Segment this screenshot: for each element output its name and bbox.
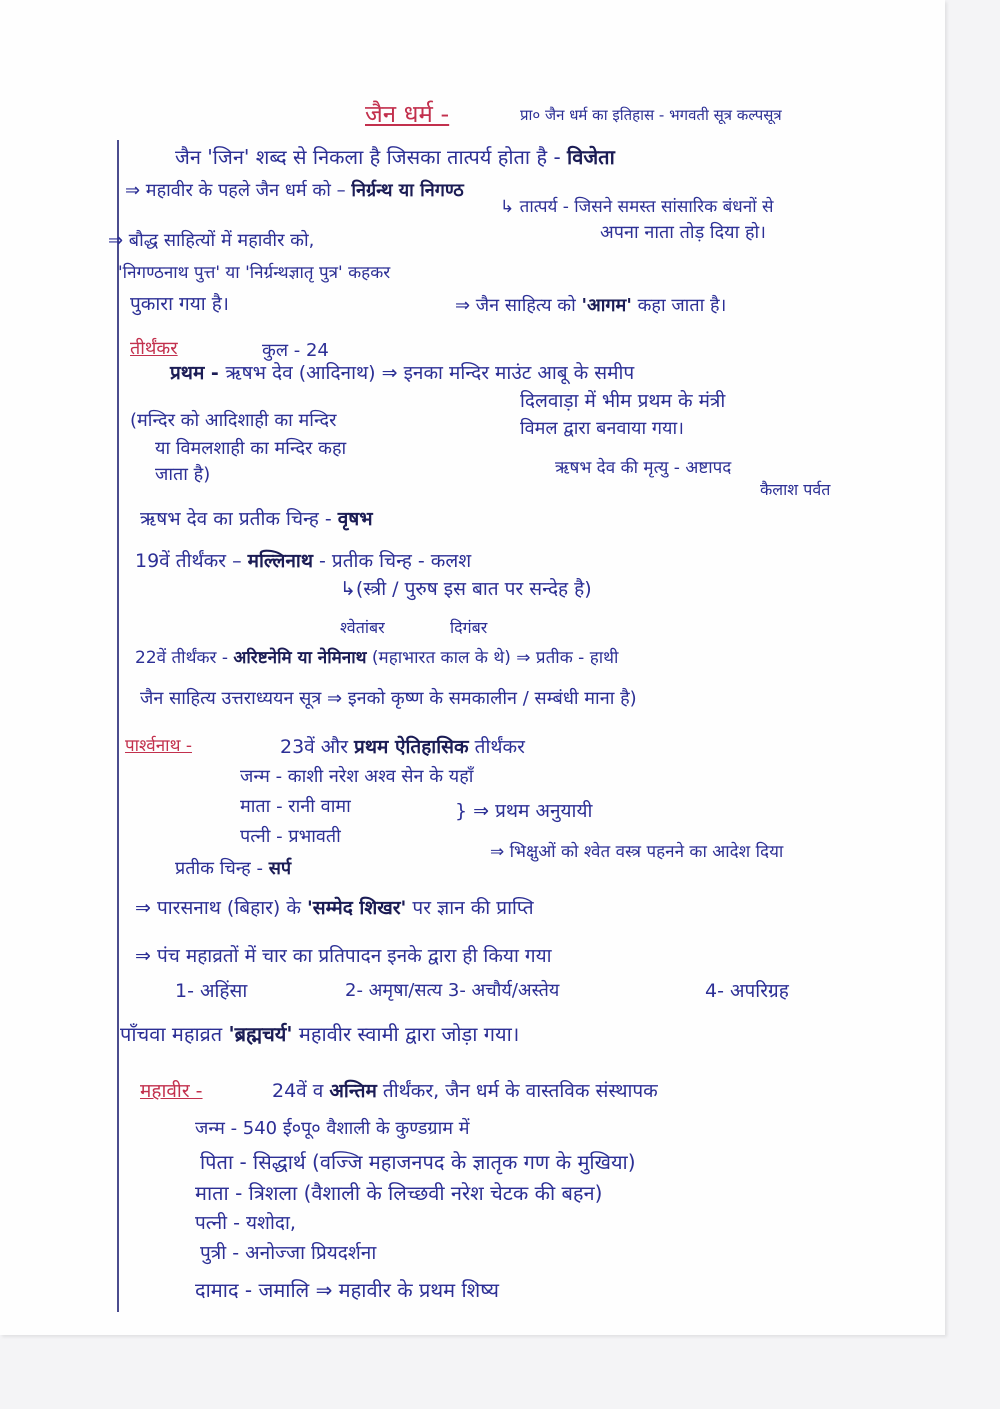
emphasis-text: सर्प (268, 858, 292, 879)
note-text: पर ज्ञान की प्राप्ति (406, 897, 534, 919)
note-line (120, 1022, 519, 1046)
note-text: 1- अहिंसा (175, 980, 248, 1002)
note-text: दिलवाड़ा में भीम प्रथम के मंत्री (520, 390, 726, 412)
note-text: पुत्री - अनोज्जा प्रियदर्शना (200, 1242, 377, 1264)
emphasis-text: निर्ग्रन्थ या निगण्ठ (351, 180, 464, 201)
note-line (555, 458, 731, 478)
note-line (155, 464, 210, 486)
note-line (340, 578, 592, 601)
note-line (135, 945, 552, 968)
note-text: ↳(स्त्री / पुरुष इस बात पर सन्देह है) (340, 578, 592, 600)
reference-note: प्रा० जैन धर्म का इतिहास - भगवती सूत्र कल्पसूत्र (520, 106, 782, 124)
section-heading: पार्श्वनाथ - (125, 736, 192, 756)
page-title (365, 100, 449, 129)
emphasis-text: अरिष्टनेमि या नेमिनाथ (233, 648, 367, 668)
note-text: ऋषभ देव का प्रतीक चिन्ह - (140, 508, 338, 530)
emphasis-text: 'सम्मेद शिखर' (306, 897, 407, 919)
note-text: ⇒ महावीर के पहले जैन धर्म को – (125, 180, 352, 201)
section-heading: महावीर - (140, 1080, 203, 1102)
note-line (345, 980, 559, 1002)
note-text: पाँचवा महाव्रत (120, 1022, 229, 1046)
note-line (108, 230, 314, 252)
note-text: महावीर स्वामी द्वारा जोड़ा गया। (292, 1022, 520, 1046)
note-line (200, 1242, 376, 1265)
note-line (520, 390, 725, 413)
note-text: दिगंबर (450, 618, 488, 637)
note-text: जाता है) (155, 464, 211, 485)
note-line (520, 418, 684, 440)
note-line (240, 796, 351, 818)
emphasis-text: 'ब्रह्मचर्य' (228, 1022, 293, 1046)
note-line (195, 1118, 469, 1140)
note-text: प्रतीक चिन्ह - (175, 858, 269, 879)
emphasis-text: प्रथम ऐतिहासिक (354, 736, 469, 758)
note-line (170, 362, 634, 385)
note-text: 23वें और (280, 736, 355, 758)
note-line (450, 618, 487, 637)
note-text: ⇒ पंच महाव्रतों में चार का प्रतिपादन इनके द्वारा ही किया गया (135, 945, 552, 967)
note-text: या विमलशाही का मन्दिर कहा (155, 438, 347, 459)
note-text: जैन साहित्य उत्तराध्ययन सूत्र ⇒ इनको कृष्ण के समकालीन / सम्बंधी माना है) (140, 688, 637, 709)
note-line (130, 410, 336, 432)
note-line (240, 766, 473, 788)
note-text: विमल द्वारा बनवाया गया। (520, 418, 684, 439)
note-line (175, 145, 615, 169)
note-text: कैलाश पर्वत (760, 480, 831, 499)
note-line (280, 736, 525, 759)
note-text: तीर्थंकर (468, 736, 525, 758)
note-line (240, 826, 341, 848)
note-line (272, 1080, 658, 1103)
note-text: ⇒ जैन साहित्य को (455, 295, 582, 316)
emphasis-text: वृषभ (337, 508, 373, 530)
note-text: तीर्थंकर, जैन धर्म के वास्तविक संस्थापक (376, 1080, 658, 1102)
note-text: जन्म - 540 ई०पू० वैशाली के कुण्डग्राम में (195, 1118, 470, 1139)
note-text: ↳ तात्पर्य - जिसने समस्त सांसारिक बंधनों से (500, 197, 774, 217)
note-text: 'निगण्ठनाथ पुत्त' या 'निर्ग्रन्थज्ञातृ पुत्र' कहकर (118, 263, 391, 283)
note-text: 4- अपरिग्रह (705, 980, 789, 1002)
note-line (195, 1212, 296, 1235)
note-text: (महाभारत काल के थे) ⇒ प्रतीक - हाथी (366, 648, 619, 668)
emphasis-text: प्रथम - (170, 362, 226, 384)
note-text: ⇒ बौद्ध साहित्यों में महावीर को, (108, 230, 315, 251)
note-text: ऋषभ देव की मृत्यु - अष्टापद (555, 458, 732, 478)
note-text: - प्रतीक चिन्ह - कलश (312, 550, 472, 572)
page-heading: जैन धर्म - (365, 100, 450, 128)
note-text: माता - त्रिशला (वैशाली के लिच्छवी नरेश चेटक की बहन) (195, 1181, 603, 1205)
note-line (140, 1080, 203, 1103)
note-line (118, 263, 390, 283)
note-line (175, 858, 291, 880)
note-text: अपना नाता तोड़ दिया हो। (600, 222, 767, 243)
note-text: पिता - सिद्धार्थ (वज्जि महाजनपद के ज्ञातृक गण के मुखिया) (200, 1150, 636, 1174)
note-text: ⇒ पारसनाथ (बिहार) के (135, 897, 307, 919)
margin-line (117, 140, 119, 1312)
note-line (455, 800, 592, 823)
note-line (130, 293, 229, 316)
note-line (195, 1278, 499, 1302)
note-text: माता - रानी वामा (240, 796, 351, 817)
note-line (600, 222, 766, 244)
note-line (262, 340, 329, 362)
note-text: 19वें तीर्थंकर – (135, 550, 248, 572)
note-line (200, 1150, 636, 1174)
note-text: पुकारा गया है। (130, 293, 230, 315)
note-line (140, 508, 373, 531)
note-line (135, 648, 618, 668)
section-heading: तीर्थंकर (130, 338, 178, 359)
note-line (140, 688, 637, 710)
note-line (340, 618, 385, 637)
emphasis-text: मल्लिनाथ (247, 550, 313, 572)
note-text: ⇒ भिक्षुओं को श्वेत वस्त्र पहनने का आदेश दिया (490, 842, 784, 862)
note-line (125, 736, 192, 756)
emphasis-text: अन्तिम (329, 1080, 377, 1102)
note-text: } ⇒ प्रथम अनुयायी (455, 800, 593, 822)
note-line (705, 980, 789, 1003)
note-line (760, 480, 830, 499)
note-line (195, 1181, 602, 1205)
note-text: जन्म - काशी नरेश अश्व सेन के यहाँ (240, 766, 474, 787)
emphasis-text: 'आगम' (581, 295, 632, 316)
note-text: कुल - 24 (262, 340, 329, 361)
note-text: श्वेतांबर (340, 618, 385, 637)
note-line (455, 295, 726, 317)
note-text: (मन्दिर को आदिशाही का मन्दिर (130, 410, 337, 431)
note-line (135, 550, 471, 573)
note-line (175, 980, 247, 1003)
note-text: पत्नी - यशोदा, (195, 1212, 296, 1234)
note-text: 22वें तीर्थंकर - (135, 648, 234, 668)
emphasis-text: विजेता (567, 145, 615, 169)
note-text: जैन 'जिन' शब्द से निकला है जिसका तात्पर्य होता है - (175, 145, 568, 169)
note-text: दामाद - जमालि ⇒ महावीर के प्रथम शिष्य (195, 1278, 499, 1302)
note-text: ऋषभ देव (आदिनाथ) ⇒ इनका मन्दिर माउंट आबू के समीप (225, 362, 635, 384)
note-line (155, 438, 346, 460)
note-line (490, 842, 783, 862)
note-line (125, 180, 464, 202)
note-text: पत्नी - प्रभावती (240, 826, 341, 847)
note-text: कहा जाता है। (631, 295, 727, 316)
note-line (135, 897, 534, 920)
note-text: 24वें व (272, 1080, 330, 1102)
note-line (130, 338, 178, 360)
note-text: 2- अमृषा/सत्य 3- अचौर्य/अस्तेय (345, 980, 560, 1001)
note-line (500, 197, 774, 217)
